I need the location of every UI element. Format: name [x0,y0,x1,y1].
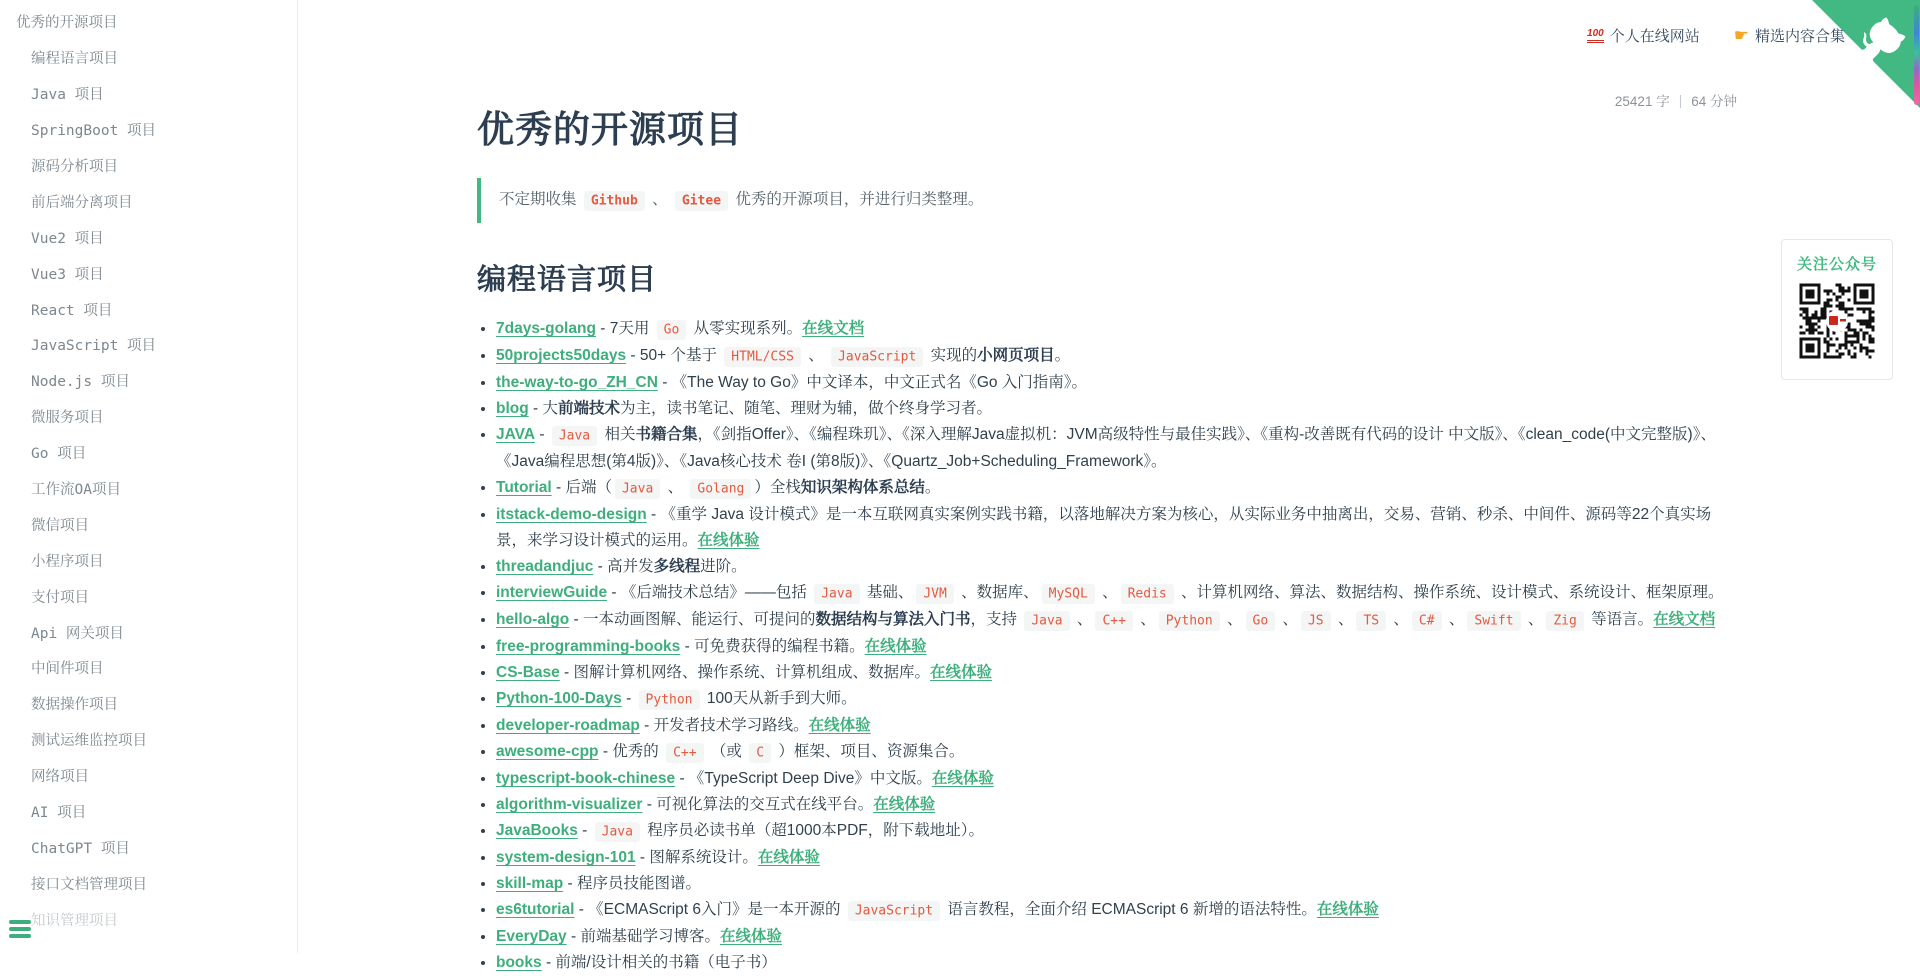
text: 优秀的开源项目，并进行归类整理。 [731,191,984,208]
text: 不定期收集 [499,191,581,208]
text: 相关 [600,426,636,443]
bold-text: 前端技术 [558,400,621,417]
sidebar-item[interactable]: 知识管理项目 [31,912,118,929]
sidebar-item[interactable]: 小程序项目 [31,553,104,570]
project-list [477,316,1735,976]
sidebar-item[interactable]: 数据操作项目 [31,697,118,714]
inline-code: C++ [666,743,703,763]
text: - 大 [528,400,558,417]
inline-code: HTML/CSS [724,347,801,367]
sidebar-item[interactable]: Node.js 项目 [31,374,130,391]
text: 、 [1333,611,1354,628]
online-demo-link[interactable]: 在线体验 [757,849,820,866]
text: - 开发者技术学习路线。 [639,717,809,734]
bold-text: 知识架构体系总结 [800,479,925,496]
project-list-item [496,316,1735,343]
text: 程序员必读书单（超1000本PDF，附下载地址）。 [642,822,984,839]
text: - 图解系统设计。 [635,849,758,866]
project-link[interactable]: free-programming-books [496,638,681,655]
text: ，《剑指Offer》、《编程珠玑》、《深入理解Java虚拟机：JVM高级特性与最佳实践》、《重构-改善既有代码的设计 中文版》、《clean_code(中文完整版)》、《Java编程思想(第4版)》、《Java核心技术 卷I (第8版)》、《Quartz_Job+Scheduling_Framework》。 [496,426,1716,470]
wechat-qr-code-image [1798,282,1876,360]
project-list-item [496,713,1735,739]
sidebar-item[interactable]: Api 网关项目 [31,625,124,642]
pointing-right-icon: ☛ [1733,26,1749,45]
text: 、 [663,479,688,496]
text: 、 [1222,611,1243,628]
section-title: 编程语言项目 [477,264,658,296]
project-list-item [496,396,1735,422]
text: 实现的 [926,347,978,364]
project-link[interactable]: books [496,954,542,971]
project-link[interactable]: CS-Base [496,664,560,681]
project-link[interactable]: Tutorial [496,479,552,496]
sidebar-item[interactable]: 微信项目 [31,517,89,534]
sidebar-item[interactable]: Java 项目 [31,87,104,104]
text: - 高并发 [593,558,654,575]
github-corner-link[interactable] [1812,0,1920,108]
text: - 7天用 [595,320,654,337]
text: 、 [1389,611,1409,628]
online-demo-link[interactable]: 在线体验 [1316,901,1379,918]
inline-code: Gitee [675,191,728,211]
text: ）框架、项目、资源集合。 [774,743,965,760]
project-list-item [496,660,1735,686]
project-list-item [496,818,1735,845]
text: 为主，读书笔记、随笔、理财为辅，做个终身学习者。 [620,400,993,417]
text: 、 [647,191,672,208]
sidebar-item[interactable]: 编程语言项目 [31,51,118,68]
navbar [1587,25,1845,46]
inline-code: JavaScript [831,347,923,367]
project-list-item [496,554,1735,580]
project-link[interactable]: awesome-cpp [496,743,599,760]
text: - [621,690,636,707]
text: - [577,822,592,839]
text: 、 [1135,611,1156,628]
project-link[interactable]: hello-algo [496,611,570,628]
github-octocat-icon [1812,0,1920,108]
inline-code: Go [657,320,687,340]
sidebar-item[interactable]: Vue2 项目 [31,230,104,247]
text: 、数据库、 [956,584,1039,601]
text: - 前端基础学习博客。 [566,928,720,945]
text: - 《TypeScript Deep Dive》中文版。 [675,770,932,787]
qr-panel-title: 关注公众号 [1796,256,1877,273]
inline-code: Github [584,191,645,211]
sidebar-item[interactable]: SpringBoot 项目 [31,123,157,140]
project-list-item [496,792,1735,818]
bold-text: 小网页项目 [977,347,1055,364]
project-link[interactable]: threadandjuc [496,558,594,575]
sidebar-item[interactable]: 源码分析项目 [31,159,118,175]
text: - 图解计算机网络、操作系统、计算机组成、数据库。 [559,664,931,681]
sidebar-item[interactable]: 支付项目 [31,589,89,606]
inline-code: TS [1356,611,1386,631]
hundred-points-icon: 100 [1587,29,1604,43]
project-link[interactable]: blog [496,400,529,417]
project-link[interactable]: Python-100-Days [496,690,622,707]
inline-code: Java [1024,611,1069,631]
text: - 50+ 个基于 [626,347,722,364]
project-link[interactable]: developer-roadmap [496,717,640,734]
project-link[interactable]: typescript-book-chinese [496,770,676,787]
project-list-item [496,634,1735,660]
sidebar-item[interactable]: 中间件项目 [31,661,104,678]
project-list-item [496,502,1735,554]
text: 、计算机网络、算法、数据结构、操作系统、设计模式、系统设计、框架原理。 [1176,584,1724,601]
project-link[interactable]: JAVA [496,426,536,443]
navbar-link[interactable] [1734,25,1845,46]
sidebar-item[interactable]: 测试运维监控项目 [31,733,147,750]
text: 。 [924,479,941,496]
text: 从零实现系列。 [689,320,803,337]
word-count: 25421 字 [1614,94,1670,109]
read-time: 64 分钟 [1691,94,1737,109]
online-demo-link[interactable]: 在线文档 [802,320,865,337]
scrollbar-thumb[interactable] [1914,5,1919,105]
inline-code: JVM [916,584,953,604]
sidebar-item[interactable]: 优秀的开源项目 [16,15,118,32]
online-demo-link[interactable]: 在线体验 [873,796,936,813]
project-list-item [496,739,1735,766]
inline-code: JavaScript [848,901,940,921]
project-link[interactable]: es6tutorial [496,901,575,918]
project-link[interactable]: itstack-demo-design [496,506,647,523]
project-list-item [496,422,1735,475]
online-demo-link[interactable]: 在线体验 [930,664,993,681]
text: - 可视化算法的交互式在线平台。 [642,796,874,813]
text: 100天从新手到大师。 [702,690,857,707]
project-list-item [496,686,1735,713]
inline-code: Python [1159,611,1220,631]
page-title: 优秀的开源项目 [477,109,743,150]
sidebar-item[interactable]: 接口文档管理项目 [31,876,147,893]
text: ，支持 [970,611,1022,628]
sidebar-toggle-hamburger-icon[interactable] [9,920,31,942]
online-demo-link[interactable]: 在线文档 [1653,611,1716,628]
sidebar-item[interactable]: 微服务项目 [31,410,104,427]
text: （或 [706,743,747,760]
sidebar-item[interactable]: Vue3 项目 [31,266,104,283]
navbar-link-label: 个人在线网站 [1609,28,1700,45]
project-link[interactable]: skill-map [496,875,564,892]
project-link[interactable]: JavaBooks [496,822,578,839]
project-list-item [496,897,1735,924]
inline-code: Zig [1546,611,1583,631]
text: 基础、 [862,584,914,601]
inline-code: Java [552,426,597,446]
text: - [535,426,549,443]
article [477,0,1735,976]
inline-code: Golang [690,479,751,499]
text: - 前端/设计相关的书籍（电子书） [541,954,777,971]
project-link[interactable]: the-way-to-go_ZH_CN [496,374,658,391]
bold-text: 书籍合集 [635,426,698,443]
text: 、 [1444,611,1465,628]
text: - 《后端技术总结》——包括 [607,584,812,601]
divider: | [1678,92,1683,108]
text: - 《The Way to Go》中文译本，中文正式名《Go 入门指南》。 [657,374,1088,391]
sidebar-item[interactable]: 前后端分离项目 [31,194,133,211]
project-link[interactable]: system-design-101 [496,849,636,866]
bold-text: 多线程 [653,558,701,575]
text: 、 [803,347,829,364]
text: - 一本动画图解、能运行、可提问的 [569,611,816,628]
sidebar-item[interactable]: JavaScript 项目 [31,338,157,355]
project-list-item [496,475,1735,502]
project-list-item [496,871,1735,897]
sidebar-nav [0,0,297,937]
bold-text: 数据结构与算法入门书 [815,611,971,628]
text: - 可免费获得的编程书籍。 [680,638,865,655]
inline-code: C [749,743,771,763]
text: ）全栈 [754,479,801,496]
project-list-item [496,845,1735,871]
text: - 《ECMAScript 6入门》是一本开源的 [574,901,845,918]
text: 语言教程，全面介绍 ECMAScript 6 新增的语法特性。 [943,901,1317,918]
online-demo-link[interactable]: 在线体验 [864,638,927,655]
inline-code: Java [814,584,859,604]
text: 等语言。 [1586,611,1654,628]
text: 。 [1054,347,1071,364]
sidebar-item[interactable]: Go 项目 [31,446,87,463]
project-link[interactable]: 50projects50days [496,347,627,364]
inline-code: Swift [1467,611,1520,631]
inline-code: MySQL [1042,584,1095,604]
inline-code: Java [595,822,640,842]
project-link[interactable]: algorithm-visualizer [496,796,643,813]
text: 、 [1097,584,1118,601]
sidebar [0,0,298,953]
inline-code: JS [1301,611,1331,631]
project-list-item [496,924,1735,950]
text: - 《重学 Java 设计模式》是一本互联网真实案例实践书籍，以落地解决方案为核心，从实际业务中抽离出，交易、营销、秒杀、中间件、源码等22个真实场景，来学习设计模式的运用。 [496,506,1712,549]
sidebar-item[interactable]: AI 项目 [31,805,87,822]
project-link[interactable]: 7days-golang [496,320,596,337]
project-list-item [496,766,1735,792]
project-link[interactable]: EveryDay [496,928,567,945]
text: 、 [1072,611,1093,628]
online-demo-link[interactable]: 在线体验 [697,532,760,549]
text: 、 [1523,611,1544,628]
sidebar-item[interactable]: 工作流OA项目 [31,482,121,499]
navbar-link[interactable] [1587,25,1700,46]
project-list-item [496,607,1735,634]
project-list-item [496,370,1735,396]
online-demo-link[interactable]: 在线体验 [719,928,782,945]
text: - 后端（ [551,479,612,496]
project-list-item [496,580,1735,607]
inline-code: Go [1246,611,1276,631]
text: 、 [1278,611,1298,628]
online-demo-link[interactable]: 在线体验 [808,717,871,734]
project-link[interactable]: interviewGuide [496,584,608,601]
project-list-item [496,343,1735,370]
online-demo-link[interactable]: 在线体验 [931,770,994,787]
intro-quote [477,178,1735,223]
navbar-link-label: 精选内容合集 [1754,28,1845,45]
inline-code: C++ [1095,611,1132,631]
text: - 程序员技能图谱。 [563,875,701,892]
sidebar-item[interactable]: 网络项目 [31,769,89,786]
inline-code: Java [615,479,660,499]
text: 进阶。 [700,558,747,575]
project-list-item [496,950,1735,976]
inline-code: C# [1412,611,1442,631]
inline-code: Python [639,690,700,710]
text: - 优秀的 [598,743,664,760]
sidebar-item[interactable]: ChatGPT 项目 [31,840,130,857]
inline-code: Redis [1121,584,1174,604]
wechat-follow-panel [1781,239,1893,380]
sidebar-item[interactable]: React 项目 [31,302,113,319]
